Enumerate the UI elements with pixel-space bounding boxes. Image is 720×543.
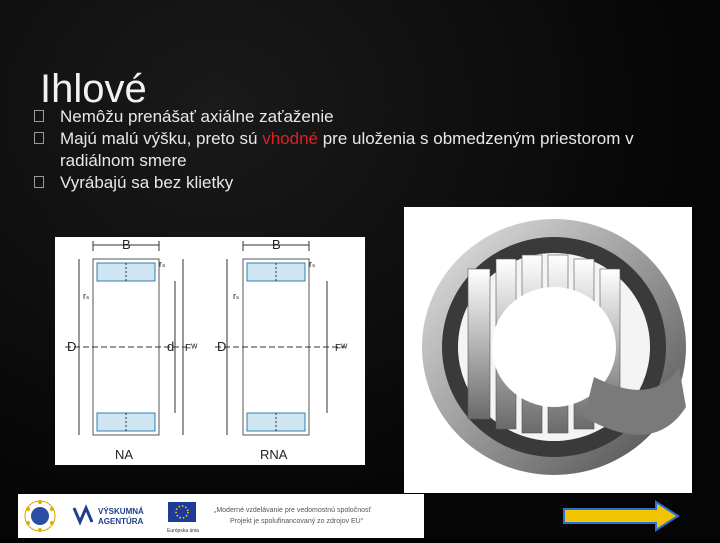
dim-label-d-outer-left: D bbox=[67, 339, 77, 354]
bullet-text-continued: pre uloženia s obmedzeným priestorom v radiálnom smere bbox=[60, 129, 634, 170]
bullet-box-icon bbox=[34, 110, 44, 122]
bullet-list bbox=[34, 106, 674, 194]
caption-rna: RNA bbox=[260, 447, 288, 462]
slide-title: Ihlové bbox=[40, 66, 147, 111]
dim-label-fw-right: Fᵂ bbox=[335, 343, 348, 354]
bullet-text: Nemôžu prenášať axiálne zaťaženie bbox=[60, 107, 334, 126]
logo-strip bbox=[18, 494, 424, 538]
project-slogan-line2: Projekt je spolufinancovaný zo zdrojov EÚ“ bbox=[230, 518, 364, 525]
eu-circle-logo-icon bbox=[25, 500, 55, 532]
dim-label-d-inner-left: d bbox=[167, 339, 175, 354]
bearing-diagram bbox=[55, 237, 365, 465]
next-slide-button[interactable] bbox=[562, 500, 680, 532]
agency-name-line1: VÝSKUMNÁ bbox=[98, 507, 144, 516]
eu-flag-icon bbox=[168, 502, 196, 522]
dim-label-fw-left: Fᵂ bbox=[185, 343, 198, 354]
dim-label-b-left: B bbox=[122, 237, 131, 252]
bullet-item bbox=[34, 106, 674, 128]
dim-label-d-outer-right: D bbox=[217, 339, 227, 354]
bearing-drawing bbox=[55, 237, 365, 465]
bullet-box-icon bbox=[34, 176, 44, 188]
agency-name-line2: AGENTÚRA bbox=[98, 517, 144, 526]
bullet-highlight: vhodné bbox=[262, 129, 318, 148]
dim-label-r-right: rₛ bbox=[309, 259, 316, 269]
research-agency-logo-icon bbox=[74, 508, 92, 522]
bullet-item bbox=[34, 172, 674, 194]
bullet-text: Majú malú výšku, preto sú bbox=[60, 129, 263, 148]
project-slogan-line1: „Moderné vzdelávanie pre vedomostnú spoločnosť bbox=[214, 507, 372, 514]
bullet-text: Vyrábajú sa bez klietky bbox=[60, 173, 234, 192]
caption-na: NA bbox=[115, 447, 134, 462]
dim-label-b-right: B bbox=[272, 237, 281, 252]
bullet-item bbox=[34, 128, 674, 172]
needle-bearing-image bbox=[404, 207, 692, 493]
dim-label-rside-right: rₛ bbox=[233, 291, 240, 301]
eu-flag-caption: Európska únia bbox=[167, 528, 199, 534]
footer-logos bbox=[18, 494, 424, 538]
dim-label-rside-left: rₛ bbox=[83, 291, 90, 301]
bullet-box-icon bbox=[34, 132, 44, 144]
arrow-right-icon bbox=[562, 500, 680, 532]
dim-label-r-left: rₛ bbox=[159, 259, 166, 269]
bearing-photo bbox=[404, 207, 692, 493]
